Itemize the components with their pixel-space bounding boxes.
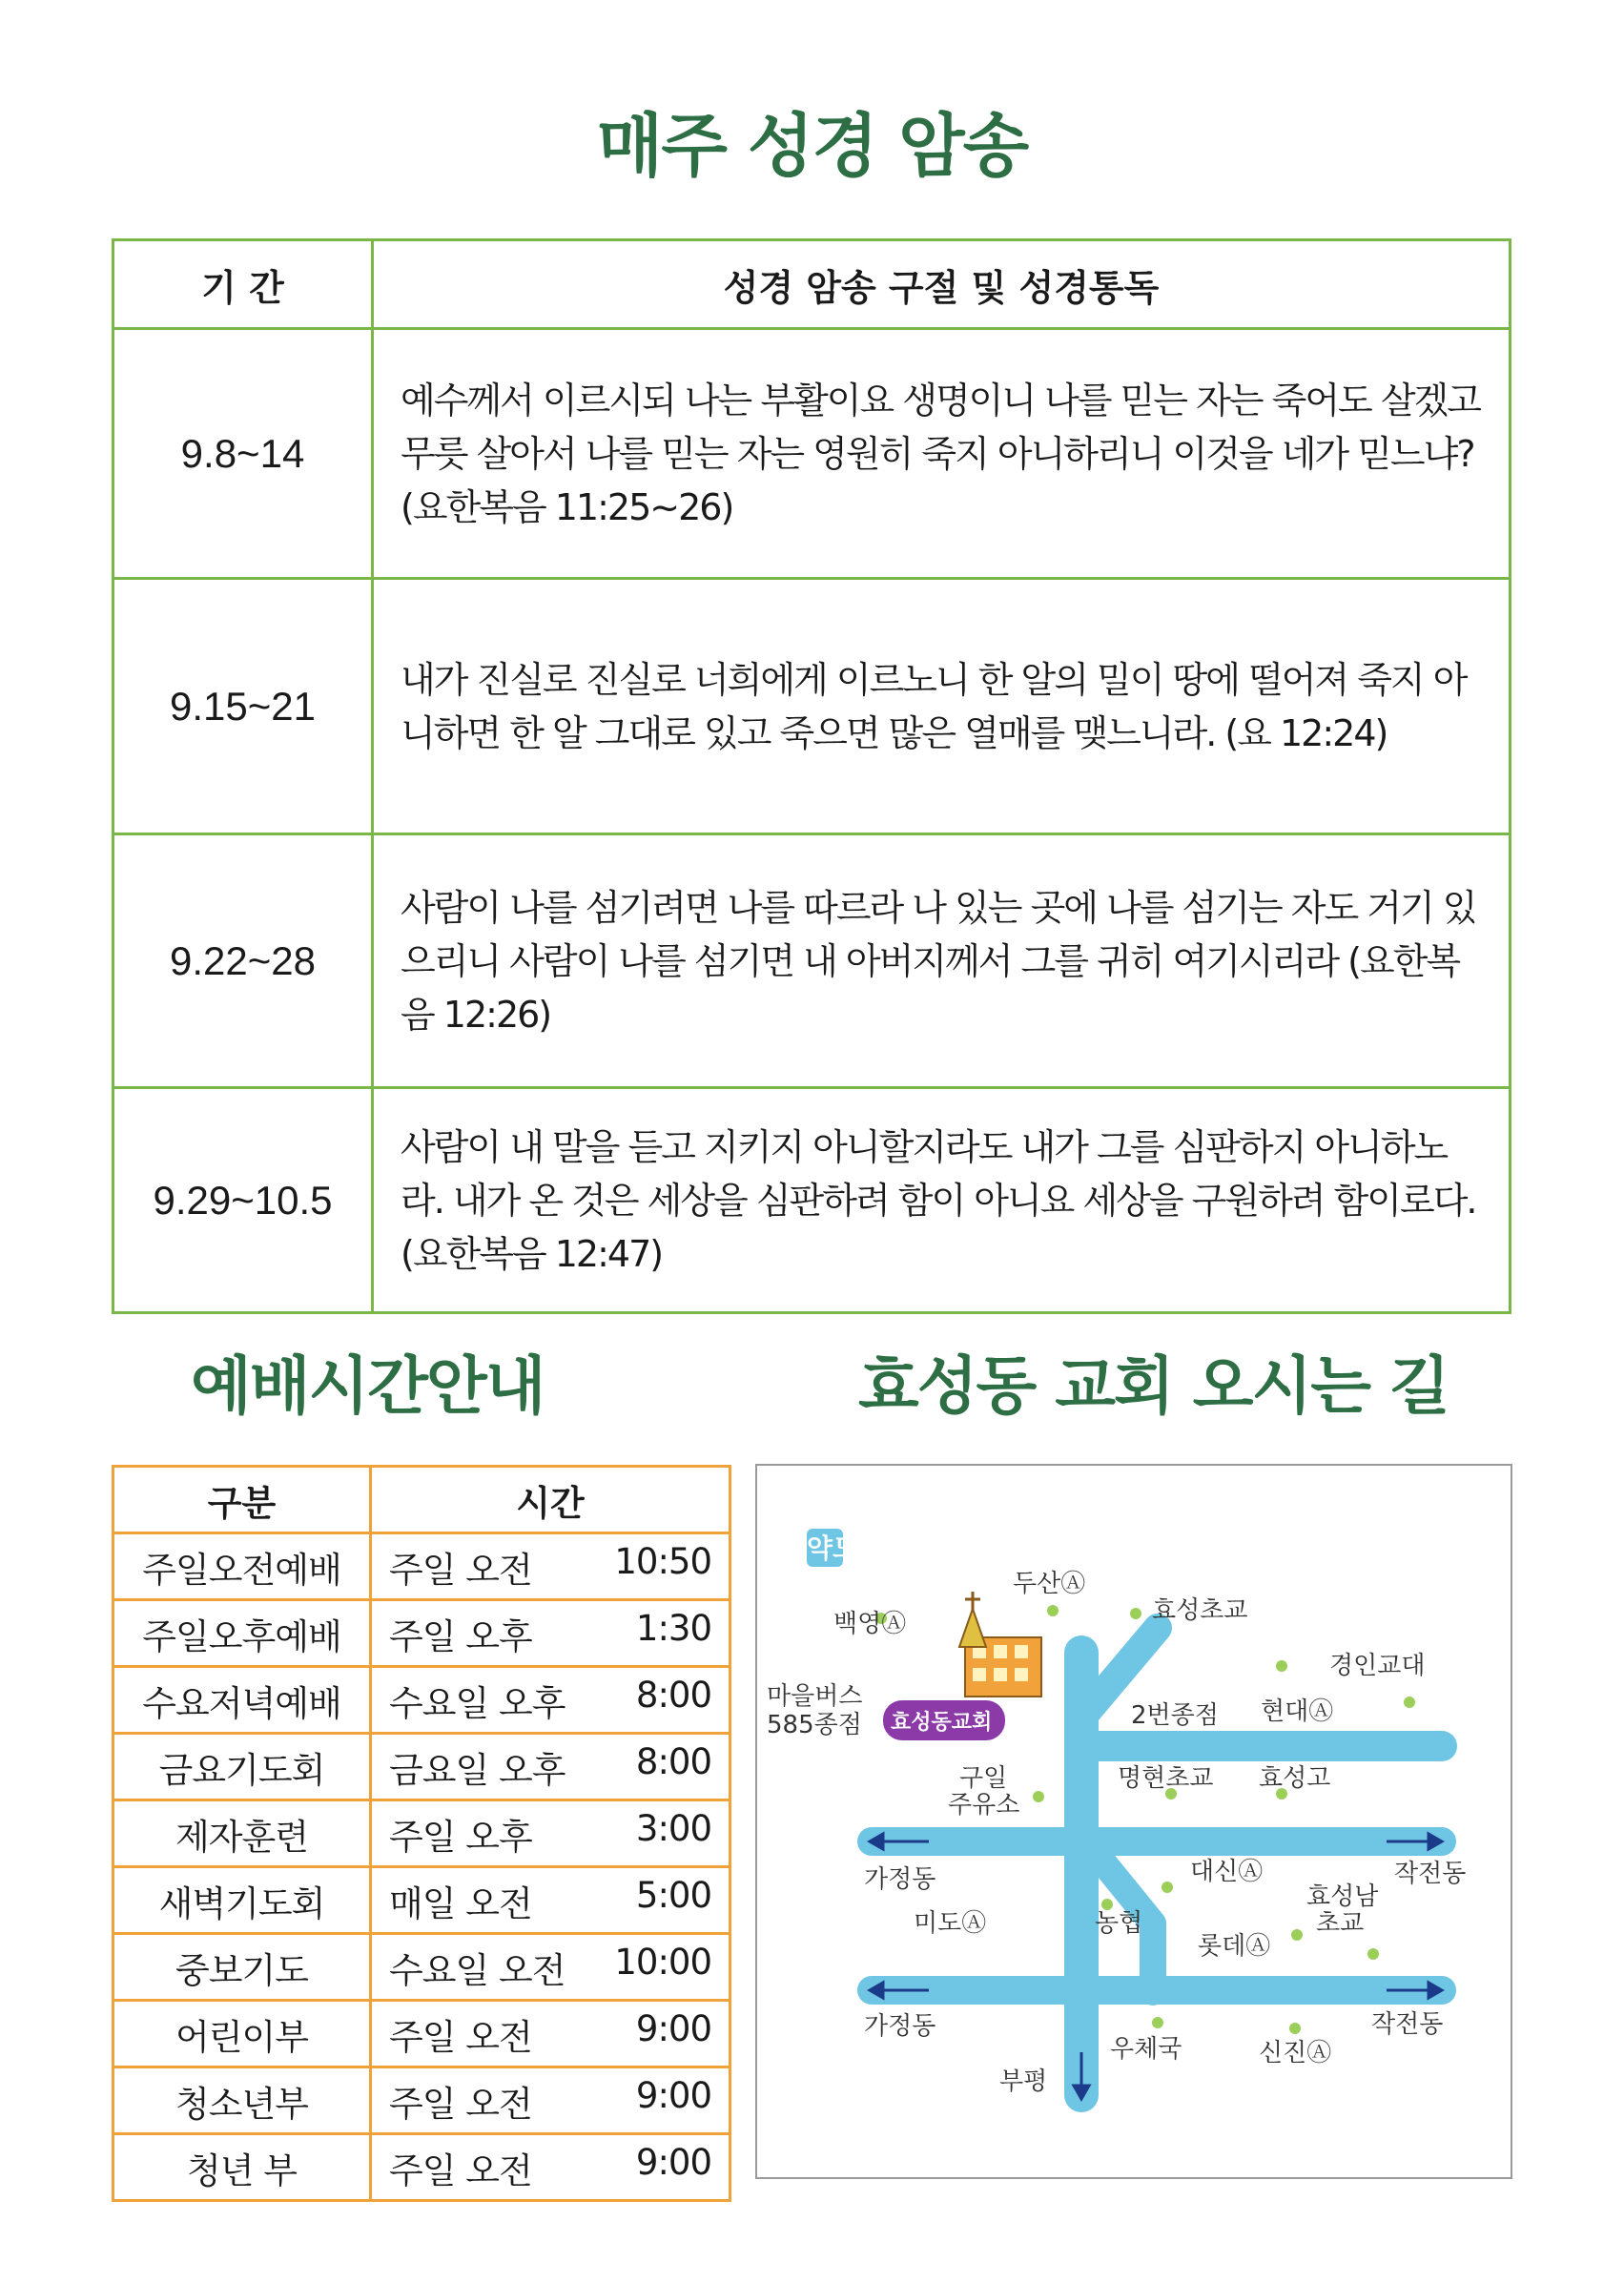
service-day: 주일 오후 — [389, 1816, 532, 1858]
service-time-cell — [371, 1667, 730, 1734]
map-label-gas: 주유소 — [948, 1791, 1020, 1820]
service-clock: 8:00 — [635, 1740, 711, 1782]
service-name-cell: 어린이부 — [113, 2001, 371, 2067]
service-name-cell: 수요저녁예배 — [113, 1667, 371, 1734]
service-name-cell: 금요기도회 — [113, 1734, 371, 1800]
category-header: 구분 — [113, 1467, 371, 1533]
service-name-cell: 주일오후예배 — [113, 1600, 371, 1667]
service-time-cell — [371, 1600, 730, 1667]
table-row — [113, 2067, 730, 2134]
table-row — [113, 579, 1511, 834]
service-name-cell: 제자훈련 — [113, 1800, 371, 1867]
map-label-school: 효성남 — [1306, 1882, 1379, 1911]
service-time-cell — [371, 1867, 730, 1934]
map-label-direction: 작전동 — [1371, 2010, 1444, 2039]
service-clock: 9:00 — [635, 2007, 711, 2049]
verse-cell: 사람이 나를 섬기려면 나를 따르라 나 있는 곳에 나를 섬기는 자도 거기 있으리니 사람이 나를 섬기면 내 아버지께서 그를 귀히 여기시리라 (요한복음 12:26) — [373, 834, 1511, 1088]
service-day: 주일 오전 — [389, 1549, 532, 1591]
map-label-apartment: 롯데Ⓐ — [1198, 1932, 1271, 1961]
service-clock: 3:00 — [635, 1807, 711, 1849]
table-header-row — [113, 1467, 730, 1533]
map-label-apartment: 신진Ⓐ — [1259, 2039, 1332, 2067]
table-header-row — [113, 240, 1511, 329]
map-label-post: 우체국 — [1110, 2035, 1182, 2064]
table-row — [113, 1934, 730, 2001]
map-label-university: 경인교대 — [1329, 1652, 1426, 1680]
map-label-school: 효성초교 — [1152, 1596, 1248, 1625]
service-time-cell — [371, 1734, 730, 1800]
map-legend-text: 약도 — [807, 1532, 859, 1564]
verse-cell: 사람이 내 말을 듣고 지키지 아니할지라도 내가 그를 심판하지 아니하노라. 내가 온 것은 세상을 심판하려 함이 아니요 세상을 구원하려 함이로다. (요한복음 12:47) — [373, 1088, 1511, 1313]
service-day: 금요일 오후 — [389, 1749, 565, 1791]
page-title: 매주 성경 암송 — [596, 106, 1028, 186]
map-label-terminal: 2번종점 — [1131, 1701, 1219, 1730]
directions-title: 효성동 교회 오시는 길 — [858, 1349, 1449, 1423]
map-label-direction: 가정동 — [864, 1865, 936, 1894]
time-header: 시간 — [371, 1467, 730, 1533]
map-label-apartment: 백영Ⓐ — [833, 1610, 907, 1638]
map-label-direction: 가정동 — [864, 2012, 936, 2041]
service-day: 수요일 오전 — [389, 1949, 565, 1991]
service-clock: 10:00 — [614, 1941, 711, 1983]
table-row — [113, 1667, 730, 1734]
worship-schedule-table — [112, 1465, 731, 2202]
map-label-direction: 부평 — [999, 2067, 1048, 2096]
verse-cell: 예수께서 이르시되 나는 부활이요 생명이니 나를 믿는 자는 죽어도 살겠고 무릇 살아서 나를 믿는 자는 영원히 죽지 아니하리니 이것을 네가 믿느냐? (요한복음 11:25~26) — [373, 329, 1511, 579]
map-label-apartment: 대신Ⓐ — [1190, 1858, 1264, 1886]
map-labels — [767, 1529, 1466, 2096]
map-label-school: 효성고 — [1259, 1764, 1331, 1793]
table-row — [113, 1600, 730, 1667]
map-label-gas: 구일 — [959, 1764, 1008, 1793]
bus-label: 585종점 — [767, 1711, 862, 1739]
service-name-cell: 중보기도 — [113, 1934, 371, 2001]
service-clock: 1:30 — [635, 1607, 711, 1649]
service-time-cell — [371, 1800, 730, 1867]
verse-cell: 내가 진실로 진실로 너희에게 이르노니 한 알의 밀이 땅에 떨어져 죽지 아니하면 한 알 그대로 있고 죽으면 많은 열매를 맺느니라. (요 12:24) — [373, 579, 1511, 834]
service-time-cell — [371, 1934, 730, 2001]
period-cell: 9.29~10.5 — [113, 1088, 373, 1313]
service-day: 주일 오후 — [389, 1615, 532, 1657]
map-label-bank: 농협 — [1095, 1909, 1143, 1938]
service-time-cell — [371, 2001, 730, 2067]
service-name-cell: 청소년부 — [113, 2067, 371, 2134]
directions-map — [755, 1464, 1512, 2179]
map-label-school: 명현초교 — [1118, 1764, 1214, 1793]
service-day: 주일 오전 — [389, 2149, 532, 2191]
memory-verse-table — [112, 238, 1511, 1314]
table-row — [113, 1734, 730, 1800]
service-day: 매일 오전 — [389, 1882, 532, 1924]
service-clock: 5:00 — [635, 1874, 711, 1916]
bus-label: 마을버스 — [767, 1682, 863, 1711]
church-building-icon — [959, 1592, 1041, 1697]
church-label: 효성동교회 — [891, 1711, 993, 1735]
table-row — [113, 1800, 730, 1867]
map-svg — [757, 1466, 1511, 2177]
service-name-cell: 주일오전예배 — [113, 1533, 371, 1600]
period-cell: 9.8~14 — [113, 329, 373, 579]
map-label-apartment: 현대Ⓐ — [1261, 1697, 1334, 1726]
service-day: 주일 오전 — [389, 2083, 532, 2125]
table-row — [113, 2001, 730, 2067]
service-time-cell — [371, 2134, 730, 2201]
service-time-cell — [371, 1533, 730, 1600]
map-label-dusan: 두산Ⓐ — [1013, 1570, 1086, 1598]
service-clock: 8:00 — [635, 1674, 711, 1716]
service-time-cell — [371, 2067, 730, 2134]
table-row — [113, 329, 1511, 579]
period-cell: 9.22~28 — [113, 834, 373, 1088]
service-clock: 9:00 — [635, 2141, 711, 2183]
period-header: 기 간 — [113, 240, 373, 329]
service-day: 주일 오전 — [389, 2016, 532, 2058]
table-row — [113, 1867, 730, 1934]
service-clock: 9:00 — [635, 2074, 711, 2116]
map-label-apartment: 미도Ⓐ — [914, 1909, 987, 1938]
verse-header: 성경 암송 구절 및 성경통독 — [373, 240, 1511, 329]
map-label-direction: 작전동 — [1394, 1860, 1467, 1888]
service-name-cell: 새벽기도회 — [113, 1867, 371, 1934]
table-row — [113, 1533, 730, 1600]
table-row — [113, 2134, 730, 2201]
period-cell: 9.15~21 — [113, 579, 373, 834]
service-name-cell: 청년 부 — [113, 2134, 371, 2201]
map-label-school: 초교 — [1316, 1909, 1365, 1938]
worship-title: 예배시간안내 — [191, 1349, 545, 1423]
table-row — [113, 834, 1511, 1088]
service-day: 수요일 오후 — [389, 1682, 565, 1724]
table-row — [113, 1088, 1511, 1313]
service-clock: 10:50 — [614, 1540, 711, 1582]
